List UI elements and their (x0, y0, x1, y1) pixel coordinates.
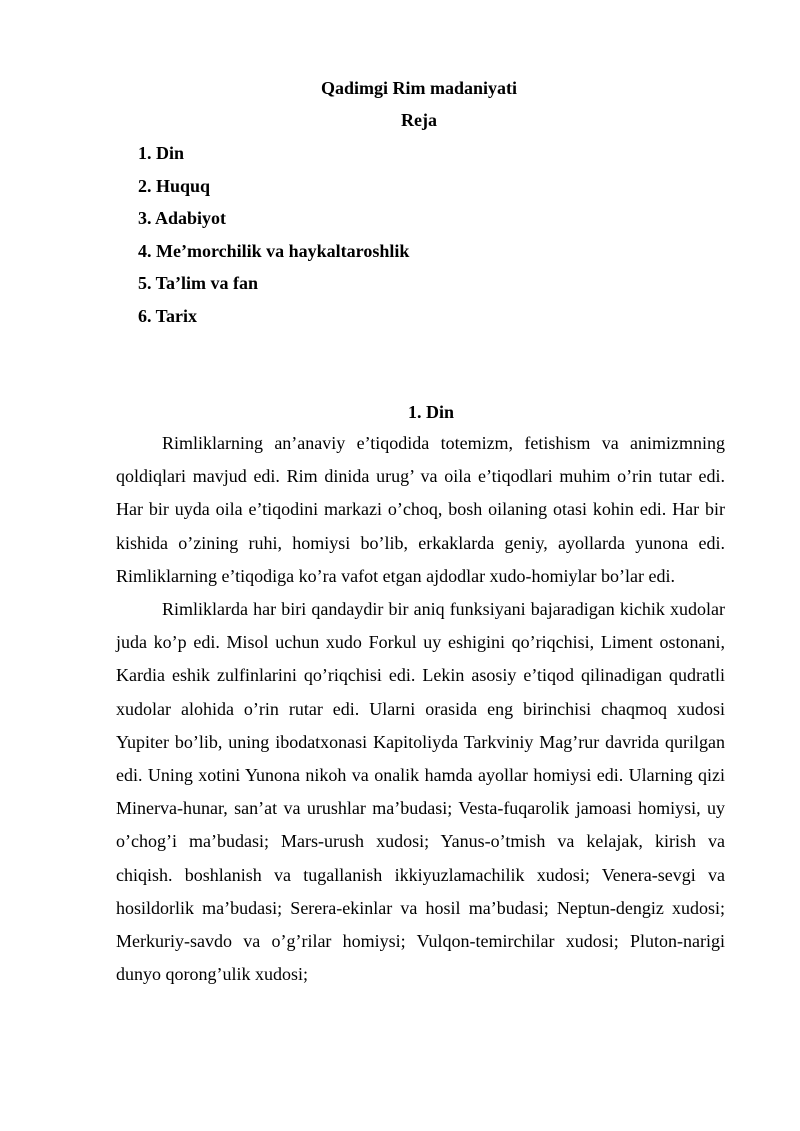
document-title: Qadimgi Rim madaniyati (320, 78, 517, 98)
paragraph: Rimliklarda har biri qandaydir bir aniq funksiyani bajaradigan kichik xudolar juda ko’p edi. Misol uchun xudo Forkul uy eshigini qo’riqchisi, Liment ostonani, Kardia eshik zulfinlarini qo’riqchisi edi. Lekin asosiy e’tiqod qilinadigan qudratli xudolar alohida o’rin rutar edi. Ularni orasida eng birinchisi chaqmoq xudosi Yupiter bo’lib, uning ibodatxonasi Kapitoliyda Tarkviniy Mag’rur davrida qurilgan edi. Uning xotini Yunona nikoh va onalik hamda ayollar homiysi edi. Ularning qizi Minerva-hunar, san’at va urushlar ma’budasi; Vesta-fuqarolik jamoasi homiysi, uy o’chog’i ma’budasi; Mars-urush xudosi; Yanus-o’tmish va kelajak, kirish va chiqish. boshlanish va tugallanish ikkiyuzlamachilik xudosi; Venera-sevgi va hosildorlik ma’budasi; Serera-ekinlar va hosil ma’budasi; Neptun-dengiz xudosi; Merkuriy-savdo va o’g’rilar homiysi; Vulqon-temirchilar xudosi; Pluton-narigi dunyo qorong’ulik xudosi; (116, 599, 725, 985)
body-text (116, 427, 725, 991)
plan-title: Reja (401, 110, 437, 130)
plan-item-memorchilik: 4. Me’morchilik va haykaltaroshlik (138, 240, 410, 261)
plan-item-adabiyot: 3. Adabiyot (138, 208, 227, 228)
plan-list (138, 141, 409, 336)
paragraph: Rimliklarning an’anaviy e’tiqodida totemizm, fetishism va animizmning qoldiqlari mavjud edi. Rim dinida urug’ va oila e’tiqodlari muhim o’rin tutar edi. Har bir uyda oila e’tiqodini markazi o’choq, bosh oilaning otasi kohin edi. Har bir kishida o’zining ruhi, homiysi bo’lib, erkaklarda geniy, ayollarda yunona edi. Rimliklarning e’tiqodiga ko’ra vafot etgan ajdodlar xudo-homiylar bo’lar edi. (116, 433, 725, 586)
plan-item-tarix: 6. Tarix (138, 305, 198, 326)
plan-item-din: 1. Din (138, 143, 185, 163)
plan-item-huquq: 2. Huquq (138, 175, 211, 196)
section-heading: 1. Din (407, 402, 454, 422)
plan-item-talim: 5. Ta’lim va fan (138, 273, 259, 293)
